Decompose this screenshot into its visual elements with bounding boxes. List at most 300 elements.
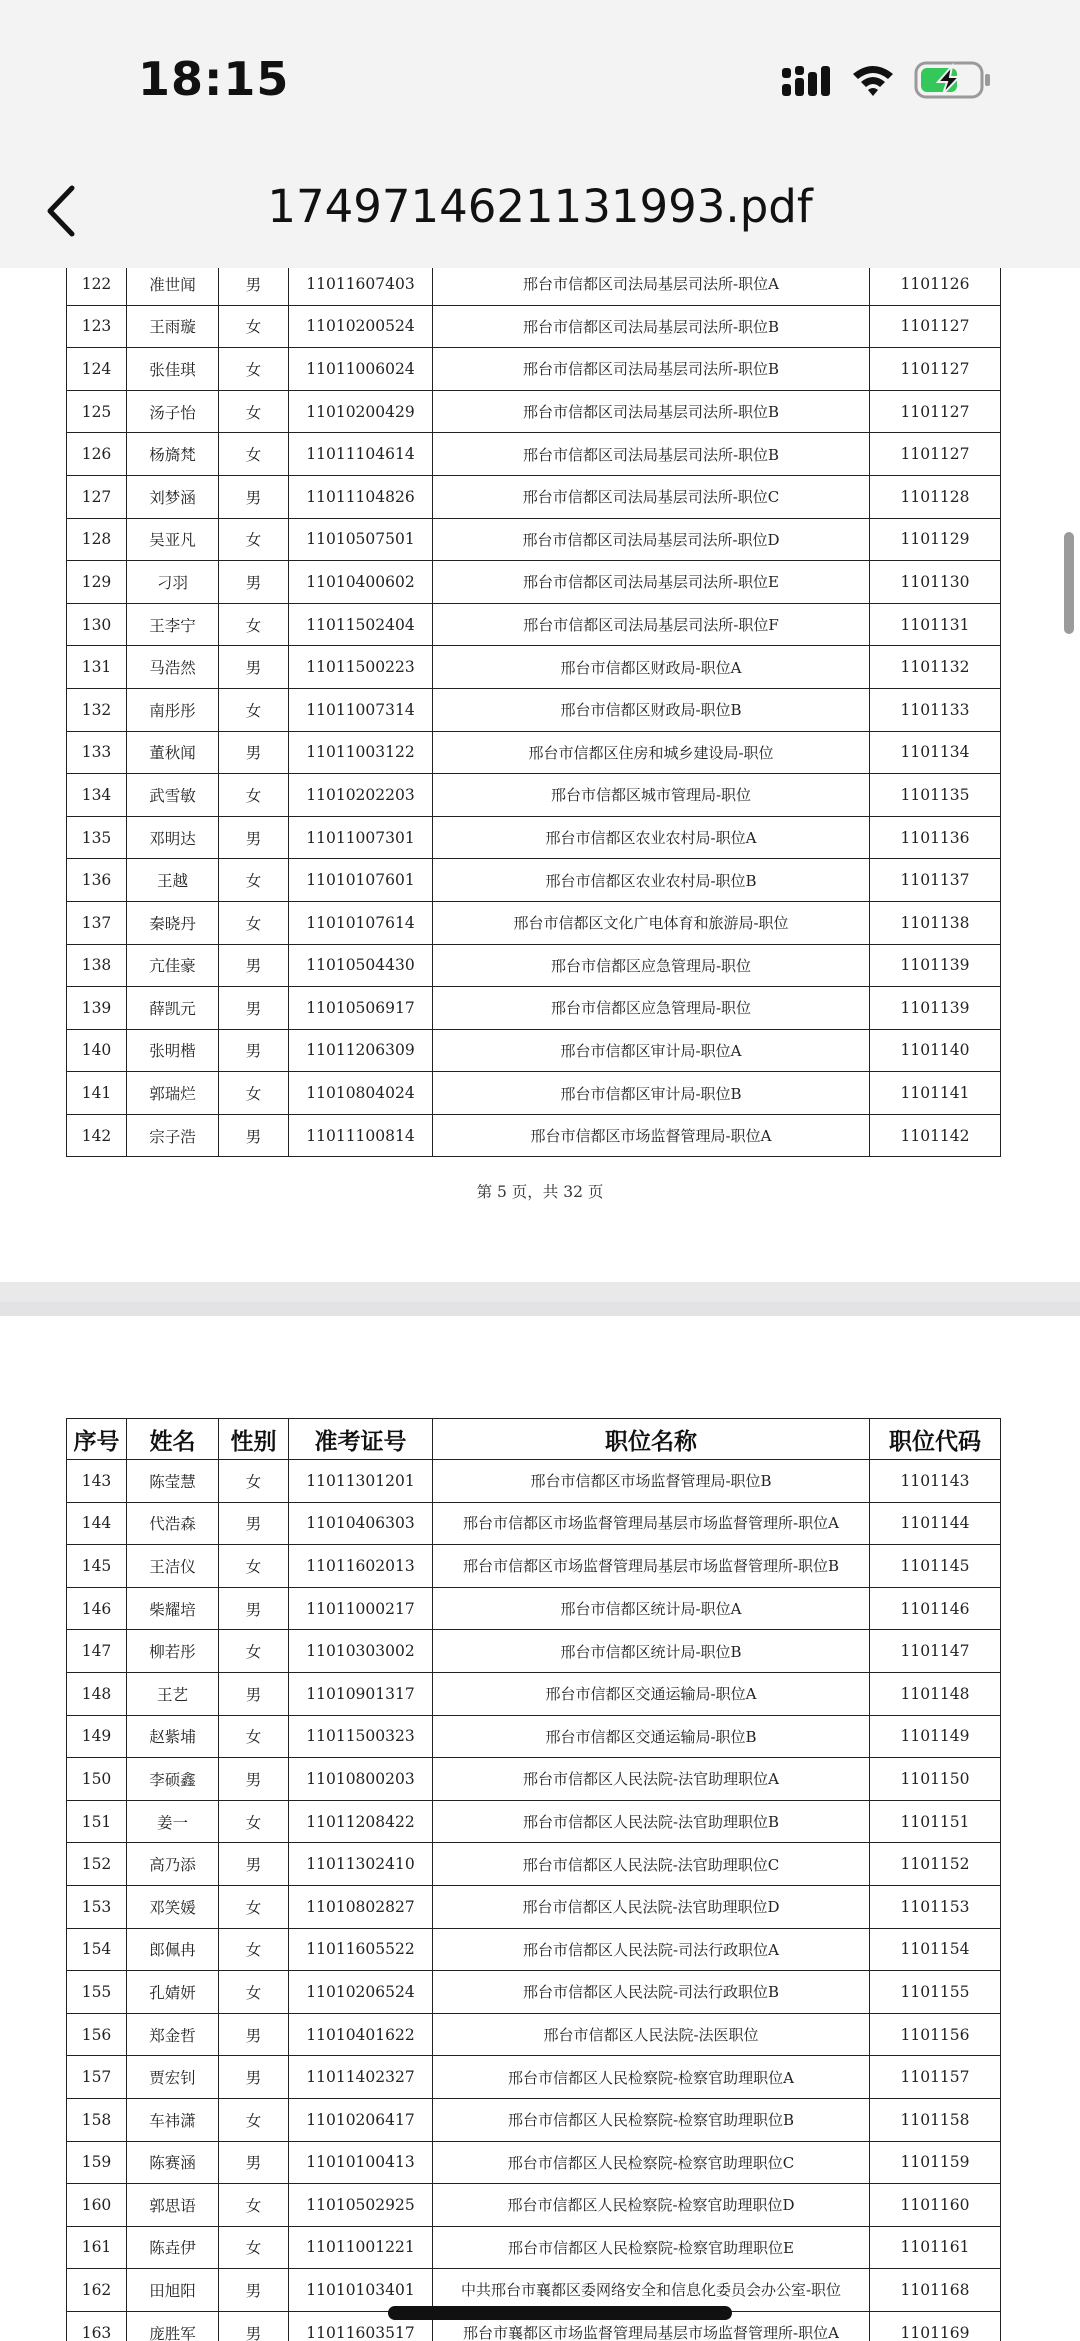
table-row <box>67 305 1001 348</box>
table-row <box>67 263 1001 306</box>
table-row <box>67 816 1001 859</box>
cell-position-name: 邢台市信都区司法局基层司法所-职位B <box>433 348 870 391</box>
header-position-name: 职位名称 <box>433 1419 870 1460</box>
cell-position-code: 1101168 <box>870 2269 1001 2312</box>
cell-position-name: 邢台市信都区农业农村局-职位B <box>433 859 870 902</box>
cell-position-code: 1101128 <box>870 475 1001 518</box>
table-row <box>67 475 1001 518</box>
table-row <box>67 2056 1001 2099</box>
cell-name: 李硕鑫 <box>127 1758 219 1801</box>
cell-exam-id: 11011104614 <box>289 433 433 476</box>
header-gender: 性别 <box>219 1419 289 1460</box>
cell-exam-id: 11010200429 <box>289 390 433 433</box>
cell-gender: 女 <box>219 348 289 391</box>
cell-position-code: 1101152 <box>870 1843 1001 1886</box>
cell-position-name: 邢台市信都区市场监督管理局-职位B <box>433 1460 870 1503</box>
table-row <box>67 2184 1001 2227</box>
table-row <box>67 348 1001 391</box>
cell-name: 赵紫埔 <box>127 1715 219 1758</box>
cell-gender: 男 <box>219 1029 289 1072</box>
cell-position-name: 邢台市信都区审计局-职位A <box>433 1029 870 1072</box>
cell-seq: 153 <box>67 1885 127 1928</box>
cell-gender: 女 <box>219 1885 289 1928</box>
cell-position-name: 邢台市信都区应急管理局-职位 <box>433 987 870 1030</box>
cell-position-code: 1101127 <box>870 305 1001 348</box>
cell-name: 吴亚凡 <box>127 518 219 561</box>
cell-position-code: 1101160 <box>870 2184 1001 2227</box>
cell-exam-id: 11010802827 <box>289 1885 433 1928</box>
cell-position-name: 邢台市信都区财政局-职位A <box>433 646 870 689</box>
cell-gender: 女 <box>219 390 289 433</box>
cell-seq: 126 <box>67 433 127 476</box>
cell-gender: 男 <box>219 1843 289 1886</box>
cell-seq: 124 <box>67 348 127 391</box>
cell-name: 庞胜军 <box>127 2311 219 2341</box>
cell-seq: 123 <box>67 305 127 348</box>
table-row <box>67 2141 1001 2184</box>
cell-seq: 139 <box>67 987 127 1030</box>
cell-position-code: 1101155 <box>870 1971 1001 2014</box>
table-row <box>67 1460 1001 1503</box>
cell-position-code: 1101169 <box>870 2311 1001 2341</box>
cell-gender: 男 <box>219 987 289 1030</box>
cell-position-code: 1101135 <box>870 774 1001 817</box>
cell-position-name: 邢台市信都区人民法院-法官助理职位D <box>433 1885 870 1928</box>
cell-name: 薛凯元 <box>127 987 219 1030</box>
cell-gender: 男 <box>219 475 289 518</box>
table-row <box>67 1587 1001 1630</box>
cell-name: 王艺 <box>127 1672 219 1715</box>
cell-gender: 男 <box>219 816 289 859</box>
cell-seq: 156 <box>67 2013 127 2056</box>
cell-name: 董秋闻 <box>127 731 219 774</box>
cell-position-name: 邢台市信都区人民法院-司法行政职位A <box>433 1928 870 1971</box>
cell-seq: 143 <box>67 1460 127 1503</box>
cell-seq: 148 <box>67 1672 127 1715</box>
cell-position-code: 1101143 <box>870 1460 1001 1503</box>
cell-name: 王雨璇 <box>127 305 219 348</box>
cell-gender: 女 <box>219 1800 289 1843</box>
cell-seq: 136 <box>67 859 127 902</box>
cell-exam-id: 11010502925 <box>289 2184 433 2227</box>
cell-seq: 137 <box>67 901 127 944</box>
cell-name: 车祎潇 <box>127 2098 219 2141</box>
cell-name: 郭思语 <box>127 2184 219 2227</box>
cell-position-name: 邢台市信都区人民法院-法官助理职位C <box>433 1843 870 1886</box>
cell-seq: 144 <box>67 1502 127 1545</box>
cell-seq: 146 <box>67 1587 127 1630</box>
cell-name: 王李宁 <box>127 603 219 646</box>
cell-seq: 155 <box>67 1971 127 2014</box>
cell-seq: 160 <box>67 2184 127 2227</box>
cell-exam-id: 11010202203 <box>289 774 433 817</box>
cell-position-code: 1101145 <box>870 1545 1001 1588</box>
cell-exam-id: 11011000217 <box>289 1587 433 1630</box>
cell-position-name: 邢台市信都区人民检察院-检察官助理职位C <box>433 2141 870 2184</box>
table-row <box>67 646 1001 689</box>
signal-icon <box>780 64 838 98</box>
table-row <box>67 1843 1001 1886</box>
cell-position-code: 1101127 <box>870 433 1001 476</box>
cell-gender: 男 <box>219 646 289 689</box>
cell-position-code: 1101132 <box>870 646 1001 689</box>
cell-name: 马浩然 <box>127 646 219 689</box>
cell-position-name: 邢台市信都区城市管理局-职位 <box>433 774 870 817</box>
cell-position-name: 邢台市信都区市场监督管理局-职位A <box>433 1114 870 1157</box>
results-table-page-5 <box>66 262 1001 1157</box>
cell-position-name: 邢台市信都区人民检察院-检察官助理职位B <box>433 2098 870 2141</box>
cell-position-name: 邢台市信都区交通运输局-职位A <box>433 1672 870 1715</box>
cell-position-name: 邢台市信都区统计局-职位B <box>433 1630 870 1673</box>
table-row <box>67 2226 1001 2269</box>
cell-name: 杨旖梵 <box>127 433 219 476</box>
cell-position-code: 1101130 <box>870 561 1001 604</box>
cell-position-name: 邢台市信都区住房和城乡建设局-职位 <box>433 731 870 774</box>
cell-position-name: 邢台市信都区统计局-职位A <box>433 1587 870 1630</box>
cell-position-name: 邢台市信都区人民法院-司法行政职位B <box>433 1971 870 2014</box>
cell-name: 邓笑媛 <box>127 1885 219 1928</box>
cell-exam-id: 11010406303 <box>289 1502 433 1545</box>
cell-exam-id: 11011302410 <box>289 1843 433 1886</box>
header-seq: 序号 <box>67 1419 127 1460</box>
cell-exam-id: 11010200524 <box>289 305 433 348</box>
cell-gender: 女 <box>219 2098 289 2141</box>
table-row <box>67 1715 1001 1758</box>
cell-exam-id: 11010901317 <box>289 1672 433 1715</box>
cell-seq: 141 <box>67 1072 127 1115</box>
cell-seq: 154 <box>67 1928 127 1971</box>
cell-name: 亢佳豪 <box>127 944 219 987</box>
cell-position-name: 邢台市信都区司法局基层司法所-职位D <box>433 518 870 561</box>
cell-gender: 女 <box>219 2184 289 2227</box>
cell-gender: 女 <box>219 1928 289 1971</box>
cell-seq: 140 <box>67 1029 127 1072</box>
table-row <box>67 1545 1001 1588</box>
header-name: 姓名 <box>127 1419 219 1460</box>
cell-exam-id: 11011206309 <box>289 1029 433 1072</box>
cell-exam-id: 11011502404 <box>289 603 433 646</box>
cell-gender: 男 <box>219 1758 289 1801</box>
cell-exam-id: 11010100413 <box>289 2141 433 2184</box>
cell-gender: 男 <box>219 944 289 987</box>
cell-gender: 男 <box>219 2269 289 2312</box>
cell-position-code: 1101159 <box>870 2141 1001 2184</box>
cell-exam-id: 11011208422 <box>289 1800 433 1843</box>
cell-position-name: 邢台市信都区司法局基层司法所-职位B <box>433 305 870 348</box>
cell-seq: 159 <box>67 2141 127 2184</box>
table-row <box>67 1502 1001 1545</box>
cell-exam-id: 11010507501 <box>289 518 433 561</box>
cell-exam-id: 11011602013 <box>289 1545 433 1588</box>
cell-gender: 女 <box>219 1971 289 2014</box>
cell-seq: 145 <box>67 1545 127 1588</box>
cell-position-code: 1101151 <box>870 1800 1001 1843</box>
table-row <box>67 2013 1001 2056</box>
cell-exam-id: 11011003122 <box>289 731 433 774</box>
table-row <box>67 944 1001 987</box>
cell-gender: 女 <box>219 1630 289 1673</box>
table-row <box>67 1885 1001 1928</box>
cell-name: 陈赛涵 <box>127 2141 219 2184</box>
table-row <box>67 987 1001 1030</box>
cell-name: 张佳琪 <box>127 348 219 391</box>
cell-name: 王越 <box>127 859 219 902</box>
cell-position-name: 邢台市信都区人民检察院-检察官助理职位A <box>433 2056 870 2099</box>
cell-seq: 147 <box>67 1630 127 1673</box>
cell-exam-id: 11011500223 <box>289 646 433 689</box>
table-row <box>67 901 1001 944</box>
cell-gender: 男 <box>219 2013 289 2056</box>
cell-position-code: 1101133 <box>870 688 1001 731</box>
cell-position-name: 邢台市信都区司法局基层司法所-职位F <box>433 603 870 646</box>
cell-seq: 131 <box>67 646 127 689</box>
cell-exam-id: 11010107614 <box>289 901 433 944</box>
cell-seq: 130 <box>67 603 127 646</box>
cell-exam-id: 11010800203 <box>289 1758 433 1801</box>
cell-position-code: 1101140 <box>870 1029 1001 1072</box>
table-row <box>67 561 1001 604</box>
cell-gender: 女 <box>219 2226 289 2269</box>
cell-position-name: 邢台市信都区司法局基层司法所-职位C <box>433 475 870 518</box>
cell-position-code: 1101126 <box>870 263 1001 306</box>
cell-gender: 女 <box>219 688 289 731</box>
table-row <box>67 1928 1001 1971</box>
wifi-icon <box>850 62 896 98</box>
cell-gender: 女 <box>219 518 289 561</box>
cell-name: 田旭阳 <box>127 2269 219 2312</box>
cell-exam-id: 11011100814 <box>289 1114 433 1157</box>
cell-name: 高乃添 <box>127 1843 219 1886</box>
cell-exam-id: 11011006024 <box>289 348 433 391</box>
cell-name: 柳若彤 <box>127 1630 219 1673</box>
cell-seq: 142 <box>67 1114 127 1157</box>
table-row <box>67 603 1001 646</box>
table-row <box>67 774 1001 817</box>
cell-exam-id: 11011607403 <box>289 263 433 306</box>
table-header-row <box>67 1419 1001 1460</box>
cell-position-code: 1101127 <box>870 390 1001 433</box>
cell-position-code: 1101131 <box>870 603 1001 646</box>
cell-exam-id: 11011301201 <box>289 1460 433 1503</box>
cell-gender: 男 <box>219 2056 289 2099</box>
status-time: 18:15 <box>138 52 290 106</box>
cell-name: 柴耀培 <box>127 1587 219 1630</box>
cell-position-code: 1101154 <box>870 1928 1001 1971</box>
cell-gender: 女 <box>219 901 289 944</box>
cell-exam-id: 11011104826 <box>289 475 433 518</box>
cell-name: 邓明达 <box>127 816 219 859</box>
cell-name: 贾宏钊 <box>127 2056 219 2099</box>
home-indicator[interactable] <box>388 2306 732 2320</box>
cell-position-name: 邢台市信都区应急管理局-职位 <box>433 944 870 987</box>
cell-position-code: 1101147 <box>870 1630 1001 1673</box>
cell-seq: 122 <box>67 263 127 306</box>
cell-name: 王洁仪 <box>127 1545 219 1588</box>
cell-exam-id: 11010107601 <box>289 859 433 902</box>
cell-name: 秦晓丹 <box>127 901 219 944</box>
cell-name: 宗子浩 <box>127 1114 219 1157</box>
cell-gender: 女 <box>219 433 289 476</box>
table-row <box>67 731 1001 774</box>
cell-position-name: 邢台市信都区人民检察院-检察官助理职位D <box>433 2184 870 2227</box>
cell-name: 孔婧妍 <box>127 1971 219 2014</box>
cell-position-code: 1101127 <box>870 348 1001 391</box>
cell-gender: 女 <box>219 603 289 646</box>
cell-gender: 女 <box>219 1072 289 1115</box>
cell-name: 代浩森 <box>127 1502 219 1545</box>
cell-position-code: 1101146 <box>870 1587 1001 1630</box>
cell-position-code: 1101138 <box>870 901 1001 944</box>
table-row <box>67 1672 1001 1715</box>
cell-position-name: 邢台市信都区司法局基层司法所-职位A <box>433 263 870 306</box>
cell-position-name: 邢台市信都区审计局-职位B <box>433 1072 870 1115</box>
cell-position-name: 邢台市信都区司法局基层司法所-职位E <box>433 561 870 604</box>
cell-exam-id: 11010206417 <box>289 2098 433 2141</box>
scrollbar-thumb[interactable] <box>1064 532 1074 634</box>
table-row <box>67 688 1001 731</box>
cell-position-code: 1101149 <box>870 1715 1001 1758</box>
cell-position-code: 1101153 <box>870 1885 1001 1928</box>
cell-position-name: 邢台市信都区市场监督管理局基层市场监督管理所-职位B <box>433 1545 870 1588</box>
table-row <box>67 1800 1001 1843</box>
cell-position-code: 1101161 <box>870 2226 1001 2269</box>
cell-seq: 163 <box>67 2311 127 2341</box>
cell-seq: 128 <box>67 518 127 561</box>
cell-gender: 男 <box>219 561 289 604</box>
cell-name: 张明楷 <box>127 1029 219 1072</box>
cell-gender: 男 <box>219 731 289 774</box>
table-row <box>67 859 1001 902</box>
cell-seq: 150 <box>67 1758 127 1801</box>
cell-name: 准世闻 <box>127 263 219 306</box>
cell-exam-id: 11011605522 <box>289 1928 433 1971</box>
cell-position-code: 1101141 <box>870 1072 1001 1115</box>
table-row <box>67 1630 1001 1673</box>
cell-name: 汤子怡 <box>127 390 219 433</box>
cell-exam-id: 11011402327 <box>289 2056 433 2099</box>
cell-seq: 127 <box>67 475 127 518</box>
cell-exam-id: 11011500323 <box>289 1715 433 1758</box>
header-position-code: 职位代码 <box>870 1419 1001 1460</box>
cell-name: 郎佩冉 <box>127 1928 219 1971</box>
cell-gender: 女 <box>219 859 289 902</box>
cell-position-name: 邢台市信都区财政局-职位B <box>433 688 870 731</box>
cell-position-name: 邢台市信都区文化广电体育和旅游局-职位 <box>433 901 870 944</box>
cell-position-name: 中共邢台市襄都区委网络安全和信息化委员会办公室-职位 <box>433 2269 870 2312</box>
top-navigation-bar <box>0 0 1080 268</box>
header-exam-id: 准考证号 <box>289 1419 433 1460</box>
cell-seq: 125 <box>67 390 127 433</box>
cell-seq: 135 <box>67 816 127 859</box>
cell-position-code: 1101148 <box>870 1672 1001 1715</box>
cell-gender: 男 <box>219 1672 289 1715</box>
cell-exam-id: 11011007314 <box>289 688 433 731</box>
cell-position-code: 1101136 <box>870 816 1001 859</box>
cell-position-name: 邢台市信都区人民法院-法官助理职位A <box>433 1758 870 1801</box>
cell-name: 刘梦涵 <box>127 475 219 518</box>
cell-seq: 157 <box>67 2056 127 2099</box>
cell-gender: 男 <box>219 1502 289 1545</box>
table-row <box>67 1072 1001 1115</box>
cell-gender: 女 <box>219 305 289 348</box>
cell-seq: 158 <box>67 2098 127 2141</box>
cell-gender: 女 <box>219 1545 289 1588</box>
table-row <box>67 1758 1001 1801</box>
cell-gender: 女 <box>219 1460 289 1503</box>
cell-seq: 138 <box>67 944 127 987</box>
cell-gender: 男 <box>219 2141 289 2184</box>
cell-name: 陈莹慧 <box>127 1460 219 1503</box>
cell-name: 郑金哲 <box>127 2013 219 2056</box>
cell-name: 武雪敏 <box>127 774 219 817</box>
cell-position-name: 邢台市信都区交通运输局-职位B <box>433 1715 870 1758</box>
cell-exam-id: 11010206524 <box>289 1971 433 2014</box>
status-icons <box>780 58 1080 102</box>
cell-gender: 男 <box>219 263 289 306</box>
cell-seq: 162 <box>67 2269 127 2312</box>
cell-position-name: 邢台市信都区农业农村局-职位A <box>433 816 870 859</box>
cell-position-code: 1101142 <box>870 1114 1001 1157</box>
cell-position-code: 1101139 <box>870 944 1001 987</box>
cell-position-code: 1101134 <box>870 731 1001 774</box>
cell-seq: 149 <box>67 1715 127 1758</box>
table-row <box>67 1971 1001 2014</box>
cell-position-code: 1101144 <box>870 1502 1001 1545</box>
table-row <box>67 2098 1001 2141</box>
cell-seq: 133 <box>67 731 127 774</box>
table-row <box>67 1114 1001 1157</box>
cell-exam-id: 11010103401 <box>289 2269 433 2312</box>
cell-exam-id: 11011007301 <box>289 816 433 859</box>
cell-gender: 男 <box>219 2311 289 2341</box>
cell-position-code: 1101150 <box>870 1758 1001 1801</box>
cell-position-name: 邢台市信都区司法局基层司法所-职位B <box>433 390 870 433</box>
cell-name: 陈垚伊 <box>127 2226 219 2269</box>
cell-position-name: 邢台市信都区人民法院-法官助理职位B <box>433 1800 870 1843</box>
cell-gender: 男 <box>219 1114 289 1157</box>
cell-name: 南彤彤 <box>127 688 219 731</box>
cell-position-code: 1101158 <box>870 2098 1001 2141</box>
cell-position-code: 1101129 <box>870 518 1001 561</box>
cell-seq: 151 <box>67 1800 127 1843</box>
table-row <box>67 2269 1001 2312</box>
cell-position-code: 1101137 <box>870 859 1001 902</box>
cell-seq: 134 <box>67 774 127 817</box>
table-row <box>67 1029 1001 1072</box>
cell-gender: 男 <box>219 1587 289 1630</box>
cell-position-code: 1101156 <box>870 2013 1001 2056</box>
cell-position-code: 1101139 <box>870 987 1001 1030</box>
cell-seq: 129 <box>67 561 127 604</box>
cell-position-name: 邢台市信都区人民检察院-检察官助理职位E <box>433 2226 870 2269</box>
cell-exam-id: 11010401622 <box>289 2013 433 2056</box>
cell-exam-id: 11010303002 <box>289 1630 433 1673</box>
cell-seq: 132 <box>67 688 127 731</box>
table-row <box>67 390 1001 433</box>
cell-seq: 161 <box>67 2226 127 2269</box>
page-footer: 第 5 页，共 32 页 <box>476 1183 604 1201</box>
cell-gender: 女 <box>219 774 289 817</box>
cell-exam-id: 11010504430 <box>289 944 433 987</box>
cell-exam-id: 11011001221 <box>289 2226 433 2269</box>
table-row <box>67 518 1001 561</box>
cell-gender: 女 <box>219 1715 289 1758</box>
cell-exam-id: 11010506917 <box>289 987 433 1030</box>
cell-position-name: 邢台市信都区司法局基层司法所-职位B <box>433 433 870 476</box>
pdf-page-6 <box>0 1302 1080 2341</box>
results-table-page-6 <box>66 1418 1001 2341</box>
cell-exam-id: 11010804024 <box>289 1072 433 1115</box>
